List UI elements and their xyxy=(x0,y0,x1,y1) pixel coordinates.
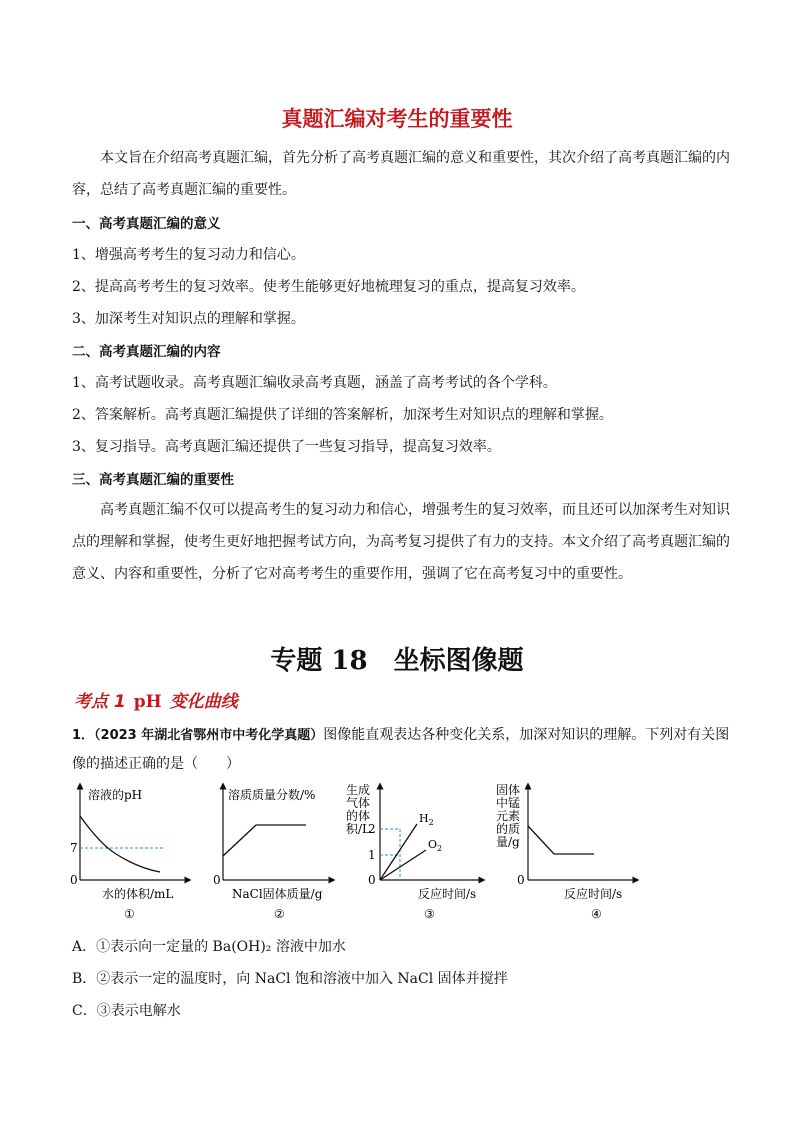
question-source: （2023 年湖北省鄂州市中考化学真题） xyxy=(94,728,324,743)
section-2-item: 2、答案解析。高考真题汇编提供了详细的答案解析，加深考生对知识点的理解和掌握。 xyxy=(72,407,613,423)
section-3-body: 高考真题汇编不仅可以提高考生的复习动力和信心，增强考生的复习效率，而且还可以加深考生对知识点的理解和掌握，使考生更好地把握考试方向，为高考复习提供了有力的支持。本文介绍了高考真题汇编的意义、内容和重要性，分析了它对高考考生的重要作用，强调了它在高考复习中的重要性。 xyxy=(72,502,730,582)
graph-4-zero: 0 xyxy=(517,873,525,887)
section-3-heading: 三、高考真题汇编的重要性 xyxy=(72,472,234,488)
option-c: C．③表示电解水 xyxy=(72,1003,181,1019)
section-1-item: 3、加深考生对知识点的理解和掌握。 xyxy=(72,311,305,327)
option-b: B．②表示一定的温度时，向 NaCl 饱和溶液中加入 NaCl 固体并搅拌 xyxy=(72,971,508,987)
graph-2-zero: 0 xyxy=(213,873,221,887)
section-2-heading: 二、高考真题汇编的内容 xyxy=(72,344,221,360)
section-1-item: 2、提高高考考生的复习效率。使考生能够更好地梳理复习的重点，提高复习效率。 xyxy=(72,279,585,295)
graph-4-ylabel: 固体 中锰 元素 的质 量/g xyxy=(496,783,521,849)
graph-3-zero: 0 xyxy=(368,873,376,887)
graph-4 xyxy=(496,782,636,921)
section-2-item: 1、高考试题收录。高考真题汇编收录高考真题，涵盖了高考考试的各个学科。 xyxy=(72,375,557,391)
kaodian-rest: 变化曲线 xyxy=(169,692,238,712)
question-graphs xyxy=(60,782,660,924)
graph-3-number: ③ xyxy=(424,907,435,921)
topic-heading: 专题 18 坐标图像题 xyxy=(270,646,524,676)
graph-3-o2-label: $O_2$ xyxy=(428,838,443,853)
page-title: 真题汇编对考生的重要性 xyxy=(281,107,513,131)
section-2-item: 3、复习指导。高考真题汇编还提供了一些复习指导，提高复习效率。 xyxy=(72,439,501,455)
graph-3-h2-label: $H_2$ xyxy=(419,812,434,827)
question-number: 1． xyxy=(72,728,95,743)
question-1 xyxy=(72,721,732,778)
graph-1-zero: 0 xyxy=(70,873,78,887)
kaodian-label: 考点 1 xyxy=(74,692,126,712)
graph-3-y2: 2 xyxy=(368,822,376,836)
option-a: A．①表示向一定量的 Ba(OH)₂ 溶液中加水 xyxy=(72,939,346,955)
graph-3-ylabel: 生成 气体 的体 积/L xyxy=(346,783,371,836)
graph-2 xyxy=(213,786,332,921)
graph-3-y1: 1 xyxy=(368,848,376,862)
section-1-heading: 一、高考真题汇编的意义 xyxy=(72,216,221,232)
graph-3-xlabel: 反应时间/s xyxy=(418,887,477,901)
kaodian-ph: pH xyxy=(133,692,162,712)
question-text: 图像能直观表达各种变化关系，加深对知识的理解。下列对有关图像的描述正确的是（ ） xyxy=(72,727,730,772)
graph-3 xyxy=(346,782,482,921)
graph-1 xyxy=(70,786,188,921)
graph-4-xlabel: 反应时间/s xyxy=(564,887,623,901)
graph-1-y7: 7 xyxy=(70,841,78,855)
graph-1-ylabel: 溶液的pH xyxy=(88,788,143,802)
intro-paragraph: 本文旨在介绍高考真题汇编，首先分析了高考真题汇编的意义和重要性，其次介绍了高考真题汇编的内容，总结了高考真题汇编的重要性。 xyxy=(72,150,730,198)
kaodian-heading xyxy=(74,687,238,712)
section-1-item: 1、增强高考考生的复习动力和信心。 xyxy=(72,247,305,263)
graph-1-xlabel: 水的体积/mL xyxy=(102,887,174,901)
graph-4-number: ④ xyxy=(591,907,602,921)
graph-2-number: ② xyxy=(274,907,285,921)
graph-2-xlabel: NaCl固体质量/g xyxy=(232,887,323,901)
graph-1-number: ① xyxy=(124,907,135,921)
graph-2-ylabel: 溶质质量分数/% xyxy=(228,788,316,802)
